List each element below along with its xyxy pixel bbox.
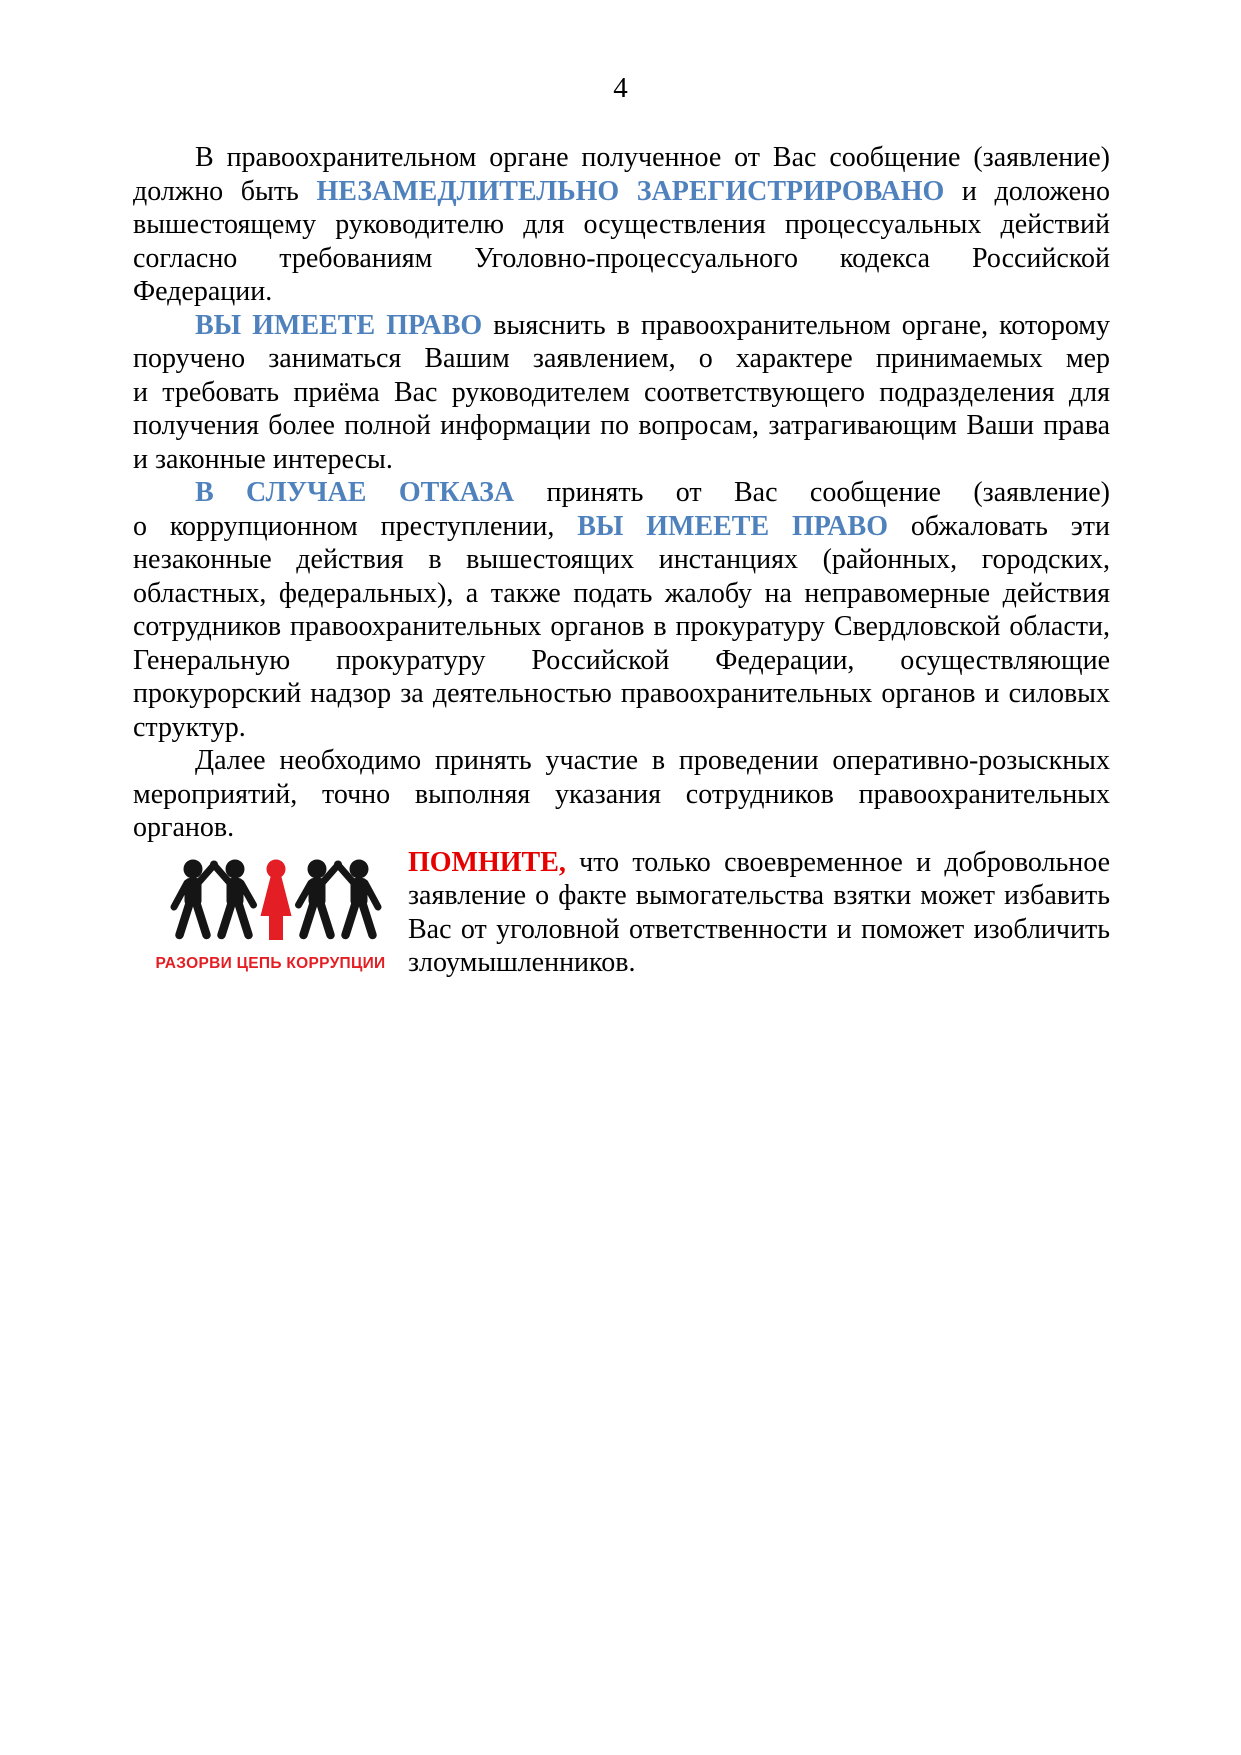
text-line (133, 476, 1110, 510)
text-line: незаконные действия в вышестоящих инстанциях (районных, городских, (133, 544, 1110, 575)
document-body (133, 141, 1110, 980)
figure-caption: РАЗОРВИ ЦЕПЬ КОРРУПЦИИ (155, 954, 386, 972)
paragraph-right-to-know (133, 309, 1110, 477)
text-line: В правоохранительном органе полученное от Вас сообщение (заявление) (195, 142, 1110, 173)
text-line: Вас от уголовной ответственности и поможет изобличить (408, 913, 1110, 945)
highlight-blue: ВЫ ИМЕЕТЕ ПРАВО (195, 309, 483, 341)
text-segment: о коррупционном преступлении, (133, 510, 555, 542)
text-line: органов. (133, 812, 235, 843)
text-segment: и доложено (961, 175, 1111, 207)
text-segment: обжаловать эти (910, 510, 1111, 542)
text-line: Федерации. (133, 276, 273, 307)
text-line: и требовать приёма Вас руководителем соответствующего подразделения для (133, 376, 1110, 408)
text-line: прокурорский надзор за деятельностью правоохранительных органов и силовых (133, 678, 1110, 709)
text-line: сотрудников правоохранительных органов в прокуратуру Свердловской области, (133, 611, 1110, 642)
text-line: и законные интересы. (133, 443, 393, 475)
paragraph-in-case-of-refusal (133, 476, 1110, 744)
page-number: 4 (613, 72, 628, 104)
text-segment: должно быть (133, 175, 299, 207)
text-line (133, 510, 1110, 544)
text-line: злоумышленников. (408, 947, 636, 978)
highlight-blue: ВЫ ИМЕЕТЕ ПРАВО (577, 510, 888, 542)
text-line: заявление о факте вымогательства взятки может избавить (408, 880, 1110, 911)
text-line: получения более полной информации по вопросам, затрагивающим Ваши права (133, 410, 1110, 441)
text-line (408, 846, 1110, 880)
paragraph-operative-measures (133, 744, 1110, 845)
text-line (133, 309, 1110, 343)
text-segment: выяснить в правоохранительном органе, которому (493, 309, 1110, 341)
text-line: структур. (133, 711, 246, 743)
text-line (133, 175, 1110, 209)
bottom-section (133, 846, 1110, 980)
text-line: поручено заниматься Вашим заявлением, о характере принимаемых мер (133, 343, 1110, 374)
text-line: Генеральную прокуратуру Российской Федерации, осуществляющие (133, 644, 1110, 676)
paragraph-remember (408, 846, 1110, 980)
text-line: согласно требованиям Уголовно-процессуального кодекса Российской (133, 242, 1110, 274)
text-line: мероприятий, точно выполняя указания сотрудников правоохранительных (133, 778, 1110, 810)
anti-corruption-figure (133, 846, 408, 973)
text-segment: что только своевременное и добровольное (579, 846, 1110, 878)
text-line: вышестоящему руководителю для осуществления процессуальных действий (133, 209, 1110, 240)
text-line: областных, федеральных), а также подать жалобу на неправомерные действия (133, 577, 1110, 609)
highlight-red: ПОМНИТЕ, (408, 846, 566, 878)
text-line: Далее необходимо принять участие в проведении оперативно-розыскных (195, 745, 1110, 776)
people-chain-break-icon (148, 858, 393, 950)
paragraph-registration (133, 141, 1110, 309)
text-segment: принять от Вас сообщение (заявление) (546, 477, 1110, 508)
highlight-blue: НЕЗАМЕДЛИТЕЛЬНО ЗАРЕГИСТРИРОВАНО (316, 175, 945, 207)
highlight-blue: В СЛУЧАЕ ОТКАЗА (195, 477, 515, 508)
